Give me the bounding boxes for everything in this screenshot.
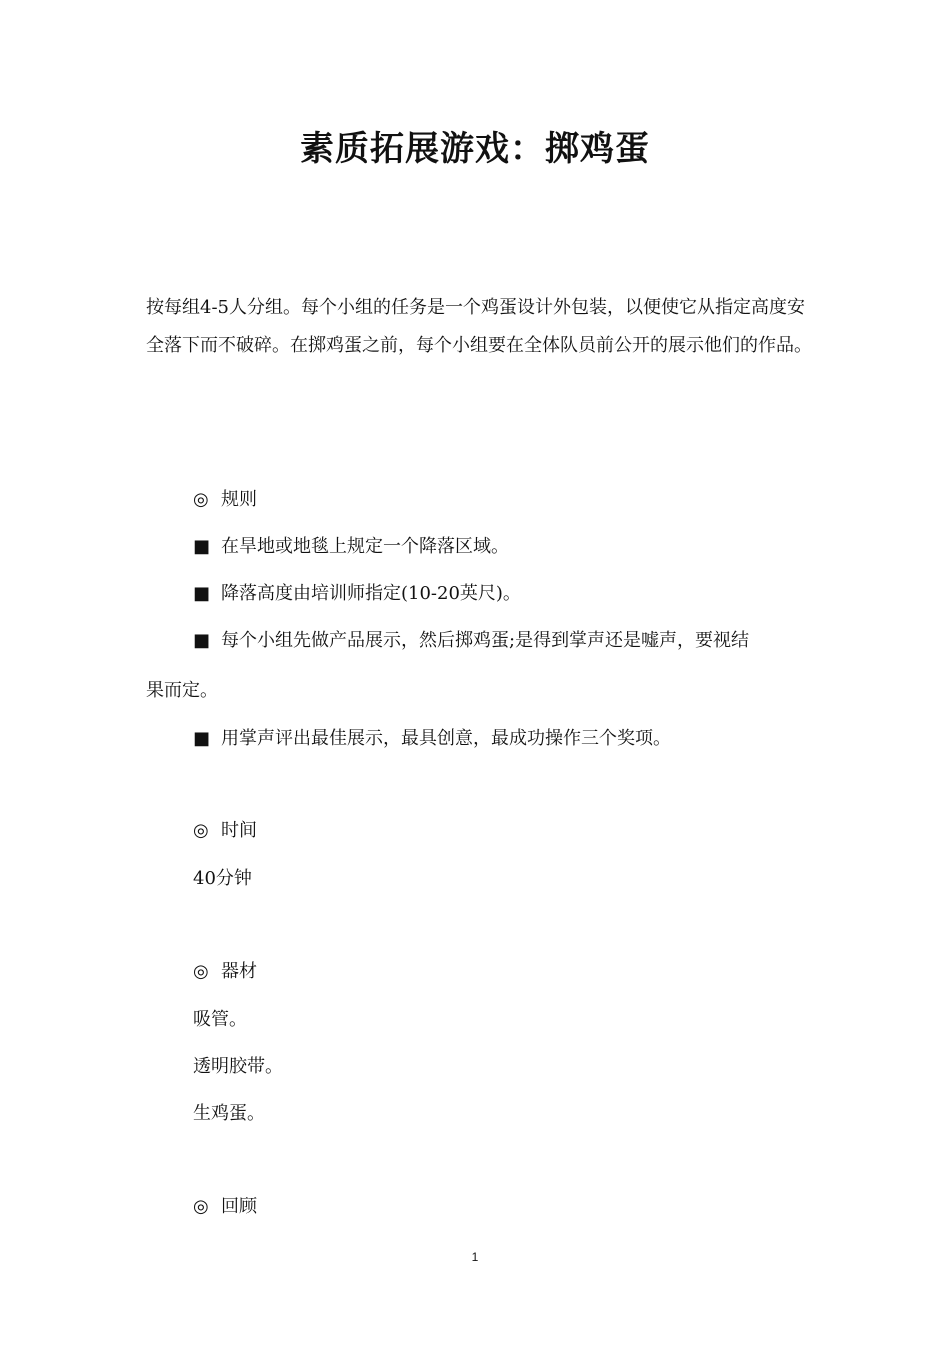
rules-heading-text: 规则	[221, 489, 257, 510]
review-heading	[193, 1193, 257, 1221]
material-item: 吸管。	[193, 1009, 247, 1030]
section-marker-icon: ◎	[193, 820, 209, 841]
rule-text: 用掌声评出最佳展示，最具创意，最成功操作三个奖项。	[221, 728, 671, 749]
bullet-square-icon: ■	[193, 536, 211, 557]
bullet-square-icon: ■	[193, 630, 211, 651]
rule-item	[193, 627, 749, 655]
material-item: 生鸡蛋。	[193, 1103, 265, 1124]
intro-paragraph: 按每组4-5人分组。每个小组的任务是一个鸡蛋设计外包装，以便使它从指定高度安全落下而不破碎。在掷鸡蛋之前，每个小组要在全体队员前公开的展示他们的作品。	[146, 297, 812, 356]
rule-item	[193, 580, 521, 608]
rule-text: 在旱地或地毯上规定一个降落区域。	[221, 536, 509, 557]
rule-item	[193, 533, 509, 561]
page-number: 1	[471, 1250, 479, 1264]
review-heading-text: 回顾	[221, 1196, 257, 1217]
rule-continuation: 果而定。	[146, 680, 218, 701]
bullet-square-icon: ■	[193, 583, 211, 604]
section-marker-icon: ◎	[193, 961, 209, 982]
rule-item	[193, 725, 671, 753]
material-item: 透明胶带。	[193, 1056, 283, 1077]
rule-text: 降落高度由培训师指定(10-20英尺)。	[221, 583, 521, 604]
bullet-square-icon: ■	[193, 728, 211, 749]
materials-heading	[193, 958, 257, 986]
section-marker-icon: ◎	[193, 489, 209, 510]
section-marker-icon: ◎	[193, 1196, 209, 1217]
time-heading-text: 时间	[221, 820, 257, 841]
time-value: 40分钟	[193, 868, 252, 889]
time-heading	[193, 817, 257, 845]
materials-heading-text: 器材	[221, 961, 257, 982]
document-title: 素质拓展游戏：掷鸡蛋	[300, 129, 650, 169]
rule-text: 每个小组先做产品展示，然后掷鸡蛋;是得到掌声还是嘘声，要视结	[221, 630, 750, 651]
rules-heading	[193, 486, 257, 514]
